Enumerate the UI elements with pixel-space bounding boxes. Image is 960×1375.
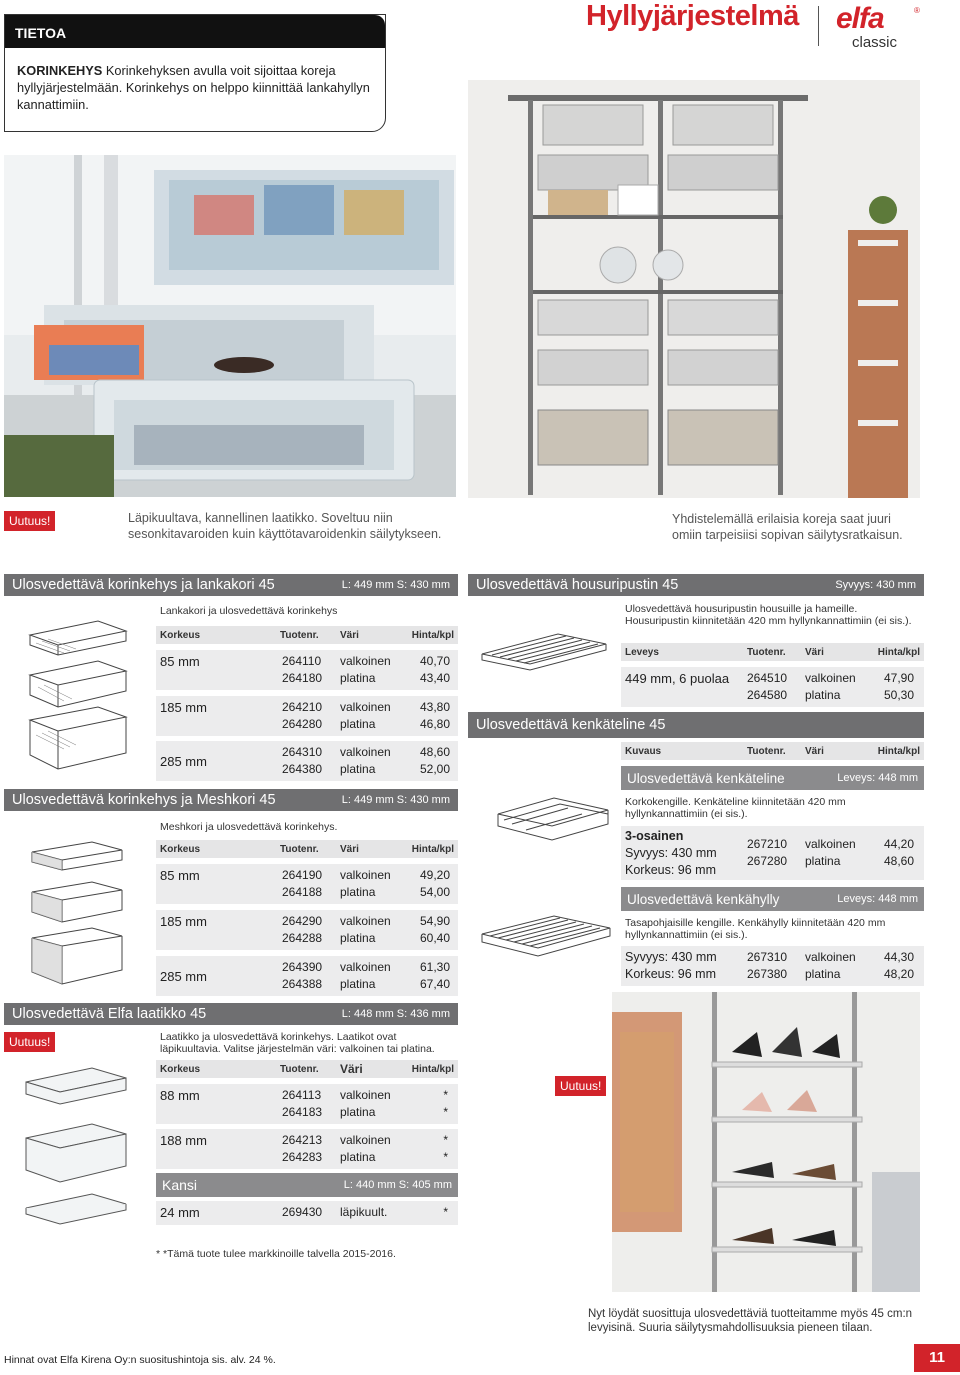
kenkateline-item1-row — [621, 826, 924, 880]
laatikko-table-header — [156, 1060, 458, 1078]
product-code: 264210 — [282, 700, 323, 714]
info-box-header: TIETOA — [5, 15, 385, 48]
color-name: valkoinen — [340, 1133, 391, 1147]
product-code: 264188 — [282, 885, 323, 899]
product-code: 264283 — [282, 1150, 323, 1164]
meshkori-dims: L: 449 mm S: 430 mm — [341, 794, 450, 806]
meshkori-title: Ulosvedettävä korinkehys ja Meshkori 45 — [12, 792, 276, 808]
product-code: 264580 — [747, 688, 788, 702]
color-name: platina — [340, 1105, 376, 1119]
col-tuotenr: Tuotenr. — [280, 1064, 319, 1075]
price: 50,30 — [883, 688, 914, 702]
price: 52,00 — [419, 762, 450, 776]
housuripustin-table-header — [621, 643, 924, 661]
item-label: 3-osainen — [625, 829, 684, 843]
price: 49,20 — [419, 868, 450, 882]
color-name: valkoinen — [805, 671, 856, 685]
housuripustin-desc: Ulosvedettävä housuripustin housuille ja hameille. Housuripustin kiinnitetään 420 mm hyllynkannattimiin (ei sis.). — [625, 603, 912, 627]
laatikko-section-bar — [4, 1003, 458, 1025]
kenkateline-section-bar — [468, 712, 924, 738]
row-height: 24 mm — [160, 1205, 200, 1220]
price: * — [443, 1150, 448, 1164]
color-name: valkoinen — [340, 1088, 391, 1102]
lankakori-images — [28, 615, 128, 775]
kenkateline-item2-dims: Leveys: 448 mm — [837, 893, 918, 905]
kenkateline-title: Ulosvedettävä kenkäteline 45 — [476, 717, 666, 733]
col-vari: Väri — [805, 746, 824, 757]
lankakori-row-285 — [156, 741, 458, 781]
lankakori-table-header — [156, 626, 458, 644]
price: 43,40 — [419, 671, 450, 685]
plastic-drawer-icon — [22, 1058, 132, 1238]
col-hinta: Hinta/kpl — [411, 844, 454, 855]
item-label: Syvyys: 430 mm — [625, 846, 717, 860]
color-name: platina — [340, 977, 376, 991]
product-code: 267280 — [747, 854, 788, 868]
col-vari: Väri — [340, 630, 359, 641]
product-code: 264180 — [282, 671, 323, 685]
color-name: platina — [340, 762, 376, 776]
price: 44,20 — [883, 837, 914, 851]
caption-left: Läpikuultava, kannellinen laatikko. Soveltuu niin sesonkitavaroiden kuin käyttötavaroidenkin säilytykseen. — [128, 511, 442, 541]
shoe-shelf-image — [478, 908, 614, 968]
price: * — [443, 1088, 448, 1102]
info-box-text — [5, 48, 385, 113]
laatikko-row-188 — [156, 1129, 458, 1169]
col-korkeus: Korkeus — [160, 844, 201, 855]
kansi-bar — [156, 1173, 458, 1197]
lankakori-title: Ulosvedettävä korinkehys ja lankakori 45 — [12, 577, 275, 593]
trouser-hanger-icon — [478, 628, 610, 678]
row-height: 85 mm — [160, 654, 200, 669]
col-korkeus: Korkeus — [160, 630, 201, 641]
housuripustin-row — [621, 667, 924, 707]
row-height: 185 mm — [160, 700, 207, 715]
col-tuotenr: Tuotenr. — [747, 746, 786, 757]
price: 44,30 — [883, 950, 914, 964]
color-name: valkoinen — [340, 868, 391, 882]
wire-basket-icon — [28, 615, 128, 775]
housuripustin-title: Ulosvedettävä housuripustin 45 — [476, 577, 679, 593]
col-hinta: Hinta/kpl — [877, 647, 920, 658]
caption-right: Yhdistelemällä erilaisia koreja saat juuri omiin tarpeisiisi sopivan säilytysratkaisun. — [672, 512, 903, 542]
product-code: 267380 — [747, 967, 788, 981]
color-name: platina — [805, 854, 841, 868]
price: * — [443, 1205, 448, 1219]
product-code: 264280 — [282, 717, 323, 731]
info-term: KORINKEHYS — [17, 63, 103, 78]
laatikko-desc: Laatikko ja ulosvedettävä korinkehys. Laatikot ovat läpikuultavia. Valitse järjestelmän väri: valkoinen tai platina. — [160, 1031, 435, 1055]
product-code: 264380 — [282, 762, 323, 776]
product-code: 267310 — [747, 950, 788, 964]
product-code: 264110 — [282, 654, 322, 668]
brand-divider — [818, 6, 819, 46]
price: 46,80 — [419, 717, 450, 731]
price-footnote: Hinnat ovat Elfa Kirena Oy:n suositushintoja sis. alv. 24 %. — [4, 1354, 276, 1366]
trouser-hanger-image — [478, 628, 610, 678]
product-code: 264183 — [282, 1105, 323, 1119]
color-name: valkoinen — [805, 837, 856, 851]
kenkateline-item1-bar — [621, 766, 924, 790]
meshkori-desc: Meshkori ja ulosvedettävä korinkehys. — [160, 821, 338, 833]
col-vari: Väri — [340, 844, 359, 855]
color-name: platina — [805, 967, 841, 981]
color-name: platina — [805, 688, 841, 702]
col-vari: Väri — [805, 647, 824, 658]
storage-box-photo — [4, 155, 456, 497]
product-code: 264310 — [282, 745, 323, 759]
heel-rack-image — [494, 790, 612, 846]
info-description: Korinkehyksen avulla voit sijoittaa koreja hyllyjärjestelmään. Korinkehys on helppo kiinnittää lankahyllyn kannattimiin. — [17, 63, 370, 112]
price: 48,60 — [419, 745, 450, 759]
shoe-caption: Nyt löydät suosittuja ulosvedettäviä tuotteitamme myös 45 cm:n levyisinä. Suuria säilytysmahdollisuuksia pieneen tilaan. — [588, 1308, 913, 1334]
color-name: platina — [340, 931, 376, 945]
shelving-illustration — [468, 80, 920, 498]
housuripustin-section-bar — [468, 574, 924, 596]
product-code: 264288 — [282, 931, 323, 945]
kenkateline-item1-desc: Korkokengille. Kenkäteline kiinnitetään 420 mm hyllynkannattimiin (ei sis.). — [625, 796, 846, 820]
item-label: Korkeus: 96 mm — [625, 967, 717, 981]
col-tuotenr: Tuotenr. — [747, 647, 786, 658]
col-tuotenr: Tuotenr. — [280, 630, 319, 641]
color-name: platina — [340, 885, 376, 899]
row-height: 285 mm — [160, 969, 207, 984]
lankakori-desc: Lankakori ja ulosvedettävä korinkehys — [160, 605, 338, 617]
kenkateline-item2-bar — [621, 887, 924, 911]
product-code: 264290 — [282, 914, 323, 928]
row-height: 88 mm — [160, 1088, 200, 1103]
shoe-shelf-icon — [478, 908, 614, 968]
meshkori-images — [28, 830, 128, 990]
row-height: 188 mm — [160, 1133, 207, 1148]
price: 48,60 — [883, 854, 914, 868]
laatikko-row-88 — [156, 1084, 458, 1124]
item-label: Syvyys: 430 mm — [625, 950, 717, 964]
kenkateline-item2-title: Ulosvedettävä kenkähylly — [627, 891, 780, 907]
kenkateline-item1-dims: Leveys: 448 mm — [837, 772, 918, 784]
col-vari: Väri — [340, 1062, 363, 1076]
price: 54,90 — [419, 914, 450, 928]
meshkori-table-header — [156, 840, 458, 858]
kansi-title: Kansi — [162, 1177, 198, 1193]
col-korkeus: Korkeus — [160, 1064, 201, 1075]
color-name: platina — [340, 1150, 376, 1164]
kenkateline-item2-row — [621, 946, 924, 986]
page-number: 11 — [914, 1344, 960, 1372]
col-leveys: Leveys — [625, 647, 659, 658]
product-code: 264390 — [282, 960, 323, 974]
price: 54,00 — [419, 885, 450, 899]
price: 40,70 — [419, 654, 450, 668]
price: 43,80 — [419, 700, 450, 714]
lankakori-row-185 — [156, 696, 458, 736]
meshkori-row-185 — [156, 910, 458, 950]
color-name: valkoinen — [805, 950, 856, 964]
housuripustin-dims: Syvyys: 430 mm — [835, 579, 916, 591]
price: * — [443, 1133, 448, 1147]
kenkateline-table-header — [621, 742, 924, 760]
elfa-logo-reg: ® — [914, 6, 920, 15]
row-width: 449 mm, 6 puolaa — [625, 671, 730, 686]
row-height: 285 mm — [160, 754, 207, 769]
row-height: 185 mm — [160, 914, 207, 929]
color-name: valkoinen — [340, 745, 391, 759]
new-badge-top: Uutuus! — [4, 511, 55, 531]
lankakori-row-85 — [156, 650, 458, 690]
meshkori-section-bar — [4, 789, 458, 811]
price: 61,30 — [419, 960, 450, 974]
shelving-photo — [468, 80, 920, 498]
lankakori-section-bar — [4, 574, 458, 596]
price: 47,90 — [883, 671, 914, 685]
col-tuotenr: Tuotenr. — [280, 844, 319, 855]
price: * — [443, 1105, 448, 1119]
col-hinta: Hinta/kpl — [411, 630, 454, 641]
laatikko-dims: L: 448 mm S: 436 mm — [341, 1008, 450, 1020]
col-hinta: Hinta/kpl — [411, 1064, 454, 1075]
product-code: 269430 — [282, 1205, 323, 1219]
laatikko-footnote: * *Tämä tuote tulee markkinoille talvella 2015-2016. — [156, 1248, 396, 1260]
laatikko-title: Ulosvedettävä Elfa laatikko 45 — [12, 1006, 207, 1022]
mesh-basket-icon — [28, 830, 128, 990]
color-name: valkoinen — [340, 960, 391, 974]
elfa-logo-sub: classic — [852, 34, 898, 51]
color-name: platina — [340, 671, 376, 685]
price: 60,40 — [419, 931, 450, 945]
color-name: läpikuult. — [340, 1205, 388, 1219]
laatikko-images — [22, 1058, 132, 1238]
col-kuvaus: Kuvaus — [625, 746, 662, 757]
info-box — [4, 14, 386, 132]
color-name: platina — [340, 717, 376, 731]
product-code: 264213 — [282, 1133, 323, 1147]
product-code: 264510 — [747, 671, 788, 685]
new-badge-shoes: Uutuus! — [555, 1076, 606, 1096]
product-code: 264113 — [282, 1088, 322, 1102]
color-name: valkoinen — [340, 700, 391, 714]
kansi-row — [156, 1201, 458, 1225]
heel-rack-icon — [494, 790, 612, 846]
product-code: 264388 — [282, 977, 323, 991]
shoe-storage-photo — [612, 992, 920, 1292]
price: 67,40 — [419, 977, 450, 991]
item-label: Korkeus: 96 mm — [625, 863, 717, 877]
color-name: valkoinen — [340, 654, 391, 668]
product-code: 264190 — [282, 868, 323, 882]
elfa-logo — [836, 4, 922, 50]
col-hinta: Hinta/kpl — [877, 746, 920, 757]
kenkateline-item2-desc: Tasapohjaisille kengille. Kenkähylly kiinnitetään 420 mm hyllynkannattimiin (ei sis.). — [625, 917, 886, 941]
lankakori-dims: L: 449 mm S: 430 mm — [341, 579, 450, 591]
meshkori-row-285 — [156, 956, 458, 996]
kenkateline-item1-title: Ulosvedettävä kenkäteline — [627, 770, 785, 786]
new-badge-laatikko: Uutuus! — [4, 1032, 55, 1052]
brand-title: Hyllyjärjestelmä — [586, 0, 799, 32]
shoe-storage-illustration — [612, 992, 920, 1292]
product-code: 267210 — [747, 837, 788, 851]
color-name: valkoinen — [340, 914, 391, 928]
elfa-logo-text: elfa — [836, 2, 884, 35]
row-height: 85 mm — [160, 868, 200, 883]
meshkori-row-85 — [156, 864, 458, 904]
kansi-dims: L: 440 mm S: 405 mm — [343, 1179, 452, 1191]
price: 48,20 — [883, 967, 914, 981]
storage-box-illustration — [4, 155, 456, 497]
